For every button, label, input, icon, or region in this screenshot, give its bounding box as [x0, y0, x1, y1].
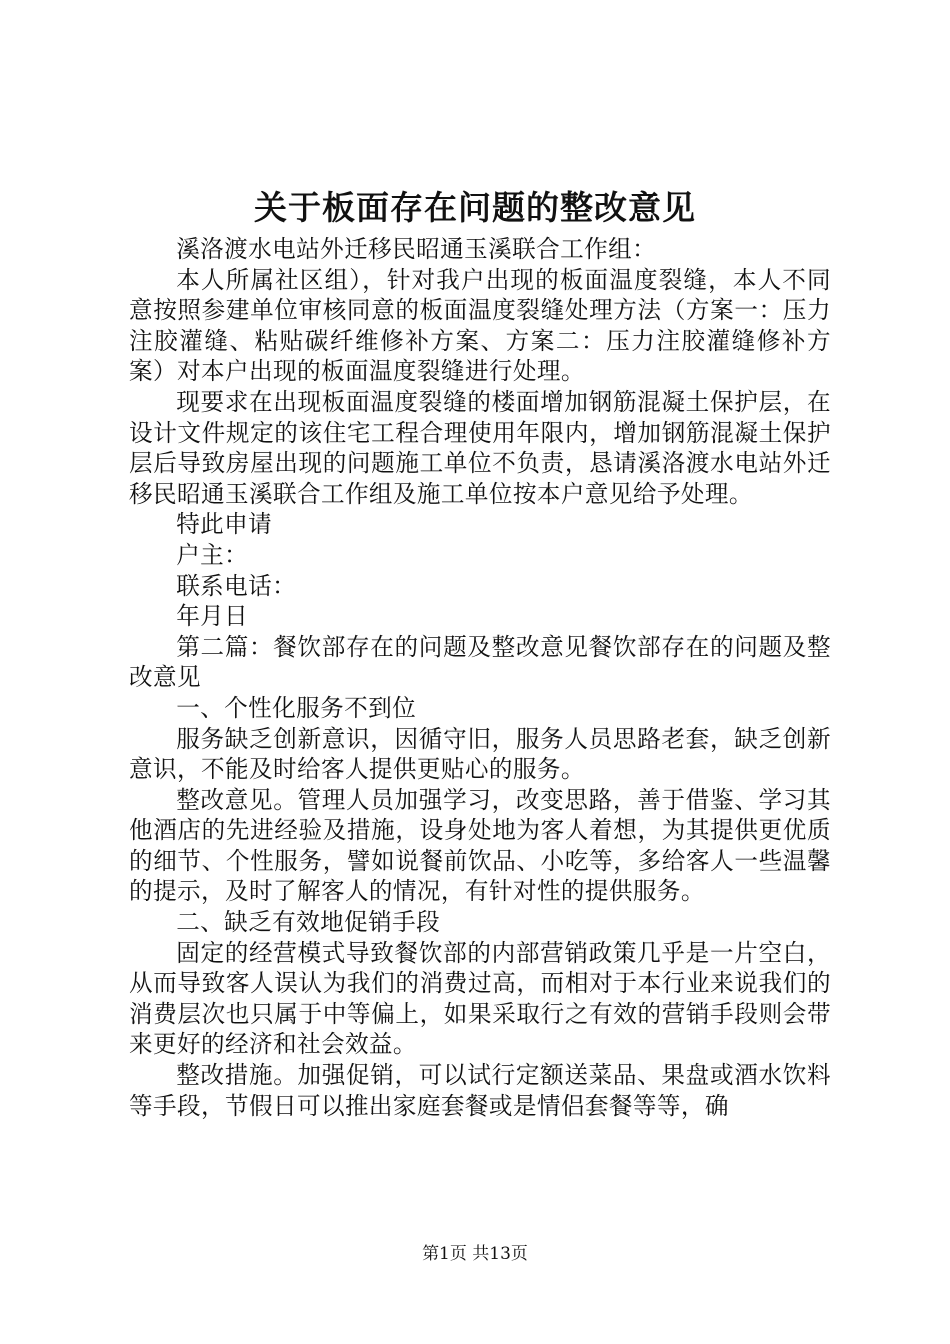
- paragraph-closing: 特此申请: [176, 510, 273, 539]
- paragraph-date: 年月日: [176, 602, 249, 631]
- paragraph-section-heading: 第二篇：餐饮部存在的问题及整改意见餐饮部存在的问题及整改意见: [129, 632, 831, 692]
- paragraph-addressee: 溪洛渡水电站外迁移民昭通玉溪联合工作组：: [176, 235, 657, 263]
- paragraph: 整改措施。加强促销，可以试行定额送菜品、果盘或酒水饮料等手段，节假日可以推出家庭套餐或是情侣套餐等等，确: [129, 1061, 831, 1120]
- paragraph: 固定的经营模式导致餐饮部的内部营销政策几乎是一片空白，从而导致客人误认为我们的消费过高，而相对于本行业来说我们的消费层次也只属于中等偏上，如果采取行之有效的营销手段则会带来更好的经济和社会效益。: [129, 938, 831, 1059]
- paragraph-phone: 联系电话：: [176, 571, 297, 600]
- page-number: 第1页 共13页: [422, 1244, 528, 1264]
- paragraph: 本人所属社区组），针对我户出现的板面温度裂缝，本人不同意按照参建单位审核同意的板面温度裂缝处理方法（方案一：压力注胶灌缝、粘贴碳纤维修补方案、方案二：压力注胶灌缝修补方案）对本户出现的板面温度裂缝进行处理。: [129, 265, 831, 386]
- paragraph-subheading: 一、个性化服务不到位: [176, 693, 417, 722]
- paragraph: 现要求在出现板面温度裂缝的楼面增加钢筋混凝土保护层，在设计文件规定的该住宅工程合理使用年限内，增加钢筋混凝土保护层后导致房屋出现的问题施工单位不负责，恳请溪洛渡水电站外迁移民昭通玉溪联合工作组及施工单位按本户意见给予处理。: [129, 387, 831, 508]
- paragraph: 服务缺乏创新意识，因循守旧，服务人员思路老套，缺乏创新意识，不能及时给客人提供更贴心的服务。: [129, 724, 831, 784]
- paragraph-householder: 户主：: [176, 540, 249, 569]
- paragraph: 整改意见。管理人员加强学习，改变思路，善于借鉴、学习其他酒店的先进经验及措施，设身处地为客人着想，为其提供更优质的细节、个性服务，譬如说餐前饮品、小吃等，多给客人一些温馨的提示，及时了解客人的情况，有针对性的提供服务。: [129, 785, 831, 906]
- paragraph-subheading: 二、缺乏有效地促销手段: [176, 908, 441, 937]
- document-body: [129, 234, 831, 1121]
- document-title: 关于板面存在问题的整改意见: [254, 188, 696, 227]
